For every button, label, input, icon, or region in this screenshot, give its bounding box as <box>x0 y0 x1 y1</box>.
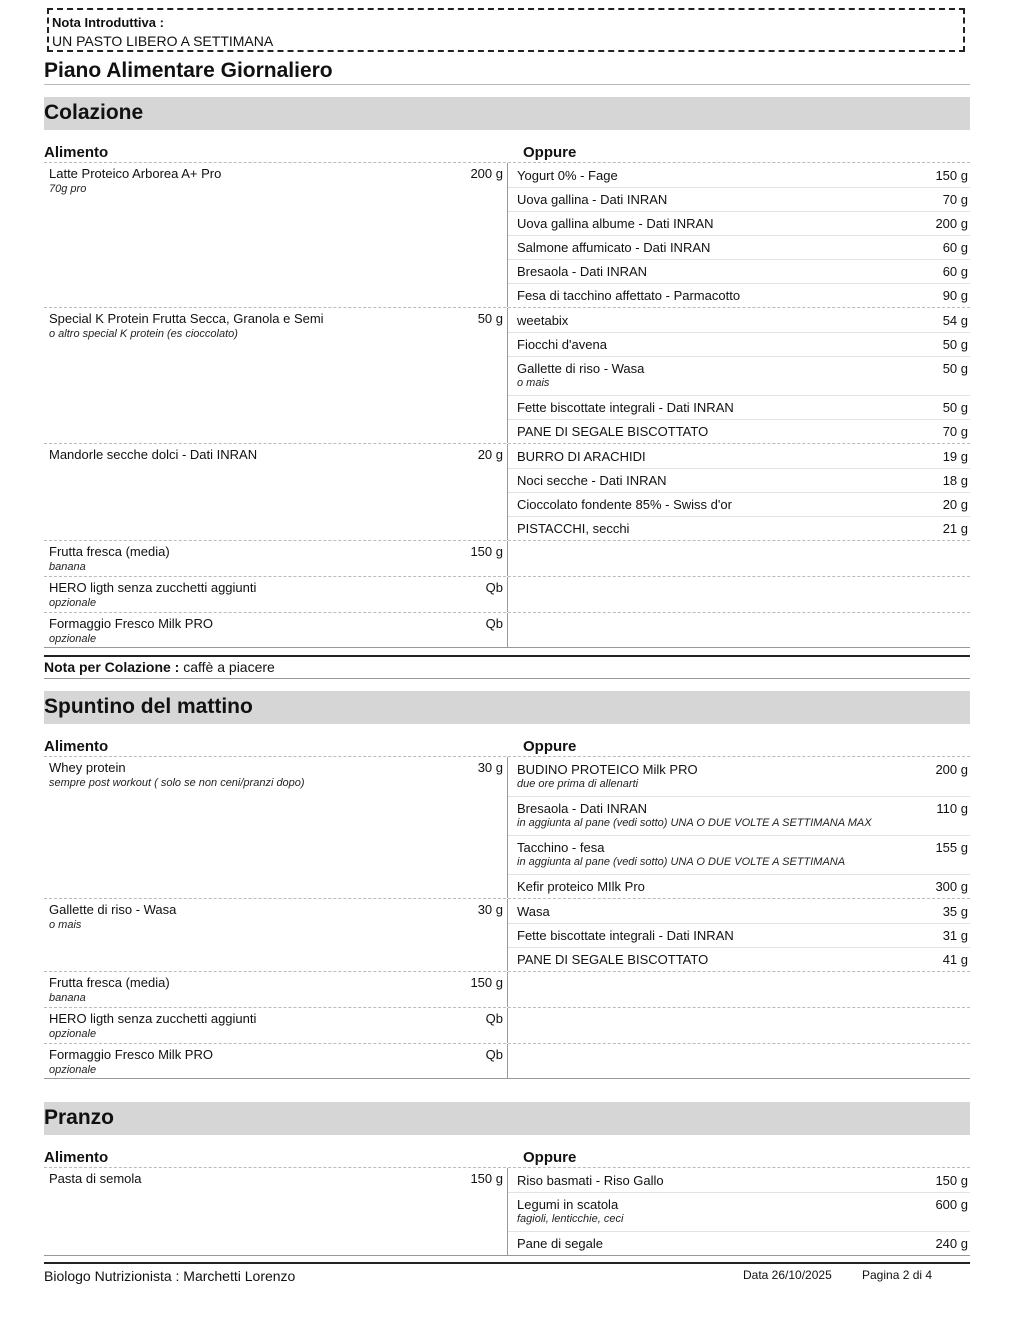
food-note: banana <box>49 992 86 1004</box>
food-note: opzionale <box>49 597 97 609</box>
section-title-spuntino: Spuntino del mattino <box>44 691 970 724</box>
alternative-quantity: 60 g <box>942 264 968 279</box>
alternative-name: Gallette di riso - Wasa <box>517 361 645 376</box>
food-quantity: 150 g <box>470 544 503 559</box>
alternative-info <box>517 904 550 919</box>
column-header-alternatives: Oppure <box>523 144 577 161</box>
alternative-name: Noci secche - Dati INRAN <box>517 473 667 488</box>
meal-table-spuntino <box>44 756 970 1079</box>
alternative-name: Uova gallina albume - Dati INRAN <box>517 216 714 231</box>
food-quantity: 30 g <box>477 760 503 775</box>
alternatives-cell <box>508 899 970 971</box>
alternative-item <box>508 875 970 898</box>
alternative-item <box>508 797 970 836</box>
food-row <box>44 307 970 443</box>
alternative-info <box>517 762 698 792</box>
alternative-item <box>508 309 970 333</box>
alternative-info <box>517 264 647 279</box>
food-main-cell <box>44 444 508 540</box>
alternative-quantity: 21 g <box>942 521 968 536</box>
intro-note-text: UN PASTO LIBERO A SETTIMANA <box>52 33 274 49</box>
food-name: Special K Protein Frutta Secca, Granola e Semi <box>49 311 324 326</box>
alternative-item <box>508 260 970 284</box>
food-row <box>44 576 970 612</box>
alternative-name: PISTACCHI, secchi <box>517 521 630 536</box>
alternative-note: due ore prima di allenarti <box>517 778 639 790</box>
alternative-quantity: 240 g <box>935 1236 968 1251</box>
alternative-item <box>508 396 970 420</box>
alternative-quantity: 200 g <box>935 762 968 777</box>
alternatives-cell <box>508 757 970 898</box>
food-note: banana <box>49 561 86 573</box>
column-header-food: Alimento <box>44 738 109 755</box>
alternatives-cell <box>508 163 970 307</box>
alternative-name: weetabix <box>517 313 569 328</box>
alternative-name: Bresaola - Dati INRAN <box>517 264 648 279</box>
food-name: Pasta di semola <box>49 1171 142 1186</box>
food-quantity: 200 g <box>470 166 503 181</box>
food-name: HERO ligth senza zucchetti aggiunti <box>49 580 257 595</box>
food-name: Latte Proteico Arborea A+ Pro <box>49 166 222 181</box>
alternative-quantity: 18 g <box>942 473 968 488</box>
food-row <box>44 1043 970 1079</box>
alternative-quantity: 155 g <box>935 840 968 855</box>
food-name: Formaggio Fresco Milk PRO <box>49 616 213 631</box>
food-main-cell <box>44 899 508 971</box>
alternative-name: Kefir proteico MIlk Pro <box>517 879 645 894</box>
alternative-info <box>517 192 667 207</box>
food-row <box>44 756 970 898</box>
food-main-cell <box>44 1168 508 1255</box>
alternative-item <box>508 284 970 307</box>
food-note: opzionale <box>49 1064 97 1076</box>
food-quantity: Qb <box>485 1047 503 1062</box>
food-main-cell <box>44 577 508 612</box>
alternative-quantity: 41 g <box>942 952 968 967</box>
alternative-item <box>508 357 970 396</box>
alternative-name: Uova gallina - Dati INRAN <box>517 192 668 207</box>
alternative-info <box>517 952 708 967</box>
food-main-cell <box>44 613 508 647</box>
meal-note-label: Nota per Colazione : <box>44 659 180 675</box>
alternative-item <box>508 333 970 357</box>
alternative-item <box>508 836 970 875</box>
alternative-info <box>517 168 618 183</box>
food-note: o mais <box>49 919 82 931</box>
alternative-name: Riso basmati - Riso Gallo <box>517 1173 664 1188</box>
alternative-quantity: 90 g <box>942 288 968 303</box>
alternative-info <box>517 337 607 352</box>
meal-table-pranzo <box>44 1167 970 1256</box>
food-row <box>44 898 970 971</box>
alternative-name: Salmone affumicato - Dati INRAN <box>517 240 711 255</box>
alternative-note: fagioli, lenticchie, ceci <box>517 1213 624 1225</box>
food-quantity: Qb <box>485 616 503 631</box>
column-header-alternatives: Oppure <box>523 738 577 755</box>
alternatives-cell <box>508 577 970 612</box>
alternative-name: Yogurt 0% - Fage <box>517 168 618 183</box>
food-note: opzionale <box>49 1028 97 1040</box>
alternative-item <box>508 188 970 212</box>
alternative-quantity: 19 g <box>942 449 968 464</box>
section-title-colazione: Colazione <box>44 97 970 130</box>
section-title-pranzo: Pranzo <box>44 1102 970 1135</box>
alternative-quantity: 35 g <box>942 904 968 919</box>
food-row <box>44 162 970 307</box>
food-info <box>49 1047 213 1077</box>
alternative-item <box>508 493 970 517</box>
alternative-item <box>508 924 970 948</box>
alternative-quantity: 54 g <box>942 313 968 328</box>
food-note: sempre post workout ( solo se non ceni/pranzi dopo) <box>49 777 305 789</box>
alternative-info <box>517 424 708 439</box>
food-row <box>44 443 970 540</box>
food-name: Frutta fresca (media) <box>49 544 170 559</box>
alternative-quantity: 60 g <box>942 240 968 255</box>
alternative-item <box>508 1169 970 1193</box>
alternative-quantity: 50 g <box>942 337 968 352</box>
alternatives-cell <box>508 1168 970 1255</box>
intro-note-label: Nota Introduttiva : <box>52 15 164 30</box>
alternative-name: Fette biscottate integrali - Dati INRAN <box>517 400 734 415</box>
food-note: opzionale <box>49 633 97 645</box>
alternative-name: Fesa di tacchino affettato - Parmacotto <box>517 288 741 303</box>
food-name: Frutta fresca (media) <box>49 975 170 990</box>
alternative-info <box>517 801 872 831</box>
alternative-quantity: 50 g <box>942 361 968 376</box>
food-row <box>44 971 970 1007</box>
alternatives-cell <box>508 1044 970 1078</box>
food-name: Whey protein <box>49 760 126 775</box>
alternative-info <box>517 840 845 870</box>
alternative-item <box>508 420 970 443</box>
alternative-quantity: 50 g <box>942 400 968 415</box>
meal-note-colazione <box>44 655 970 679</box>
food-main-cell <box>44 757 508 898</box>
food-row <box>44 1167 970 1256</box>
alternative-quantity: 70 g <box>942 192 968 207</box>
alternative-info <box>517 521 629 536</box>
food-name: Formaggio Fresco Milk PRO <box>49 1047 213 1062</box>
alternative-quantity: 200 g <box>935 216 968 231</box>
alternative-item <box>508 900 970 924</box>
alternative-info <box>517 497 732 512</box>
food-row <box>44 540 970 576</box>
alternative-info <box>517 1173 664 1188</box>
food-note: o altro special K protein (es cioccolato) <box>49 328 238 340</box>
alternatives-cell <box>508 972 970 1007</box>
food-quantity: 20 g <box>477 447 503 462</box>
food-main-cell <box>44 163 508 307</box>
alternative-name: Cioccolato fondente 85% - Swiss d'or <box>517 497 732 512</box>
alternative-item <box>508 212 970 236</box>
food-info <box>49 1011 256 1041</box>
alternative-info <box>517 1197 623 1227</box>
alternative-name: Pane di segale <box>517 1236 604 1251</box>
food-quantity: 50 g <box>477 311 503 326</box>
alternative-name: PANE DI SEGALE BISCOTTATO <box>517 424 709 439</box>
footer-divider <box>44 1262 970 1264</box>
food-info <box>49 544 170 574</box>
alternative-quantity: 300 g <box>935 879 968 894</box>
alternative-item <box>508 164 970 188</box>
footer-date: Data 26/10/2025 <box>743 1268 832 1282</box>
meal-table-colazione <box>44 162 970 648</box>
alternative-quantity: 150 g <box>935 1173 968 1188</box>
food-name: Mandorle secche dolci - Dati INRAN <box>49 447 258 462</box>
food-info <box>49 580 256 610</box>
alternative-item <box>508 1232 970 1255</box>
alternative-quantity: 110 g <box>936 801 968 816</box>
food-row <box>44 1007 970 1043</box>
food-quantity: 150 g <box>470 1171 503 1186</box>
alternative-info <box>517 216 714 231</box>
food-main-cell <box>44 1044 508 1078</box>
food-info <box>49 311 324 341</box>
food-quantity: 150 g <box>470 975 503 990</box>
food-info <box>49 760 305 790</box>
food-quantity: Qb <box>485 580 503 595</box>
alternative-note: o mais <box>517 377 550 389</box>
alternative-info <box>517 879 645 894</box>
alternative-info <box>517 288 740 303</box>
page-title: Piano Alimentare Giornaliero <box>44 58 970 85</box>
food-info <box>49 166 221 196</box>
alternative-name: BUDINO PROTEICO Milk PRO <box>517 762 698 777</box>
food-main-cell <box>44 541 508 576</box>
alternatives-cell <box>508 541 970 576</box>
food-row <box>44 612 970 648</box>
alternative-info <box>517 1236 603 1251</box>
alternative-info <box>517 313 568 328</box>
food-main-cell <box>44 972 508 1007</box>
alternatives-cell <box>508 1008 970 1043</box>
alternative-name: BURRO DI ARACHIDI <box>517 449 646 464</box>
food-quantity: 30 g <box>477 902 503 917</box>
alternative-info <box>517 240 710 255</box>
alternative-name: Legumi in scatola <box>517 1197 619 1212</box>
alternative-quantity: 150 g <box>935 168 968 183</box>
alternative-name: Bresaola - Dati INRAN <box>517 801 648 816</box>
food-main-cell <box>44 1008 508 1043</box>
alternative-info <box>517 400 734 415</box>
food-info <box>49 975 170 1005</box>
food-info <box>49 1171 142 1187</box>
alternative-quantity: 600 g <box>935 1197 968 1212</box>
alternative-note: in aggiunta al pane (vedi sotto) UNA O DUE VOLTE A SETTIMANA MAX <box>517 817 872 829</box>
footer-author: Biologo Nutrizionista : Marchetti Lorenzo <box>44 1268 296 1284</box>
alternative-name: Fiocchi d'avena <box>517 337 607 352</box>
intro-note-box <box>47 8 965 52</box>
column-header-food: Alimento <box>44 144 109 161</box>
meal-note-text: caffè a piacere <box>179 659 275 675</box>
food-main-cell <box>44 308 508 443</box>
column-header-food: Alimento <box>44 1149 109 1166</box>
alternative-item <box>508 445 970 469</box>
food-info <box>49 902 176 932</box>
alternative-info <box>517 928 734 943</box>
alternative-quantity: 70 g <box>942 424 968 439</box>
food-name: Gallette di riso - Wasa <box>49 902 177 917</box>
alternative-info <box>517 449 646 464</box>
alternative-item <box>508 236 970 260</box>
alternative-name: Wasa <box>517 904 550 919</box>
food-note: 70g pro <box>49 183 87 195</box>
alternative-info <box>517 473 667 488</box>
alternative-name: Fette biscottate integrali - Dati INRAN <box>517 928 734 943</box>
column-header-alternatives: Oppure <box>523 1149 577 1166</box>
alternative-item <box>508 1193 970 1232</box>
footer-page-number: Pagina 2 di 4 <box>862 1268 933 1282</box>
food-quantity: Qb <box>485 1011 503 1026</box>
alternative-name: PANE DI SEGALE BISCOTTATO <box>517 952 709 967</box>
alternative-item <box>508 469 970 493</box>
alternative-name: Tacchino - fesa <box>517 840 605 855</box>
alternatives-cell <box>508 444 970 540</box>
alternative-quantity: 31 g <box>942 928 968 943</box>
food-info <box>49 447 257 463</box>
alternative-info <box>517 361 644 391</box>
alternative-item <box>508 517 970 540</box>
alternative-item <box>508 948 970 971</box>
alternative-item <box>508 758 970 797</box>
alternative-quantity: 20 g <box>942 497 968 512</box>
food-info <box>49 616 213 646</box>
food-name: HERO ligth senza zucchetti aggiunti <box>49 1011 257 1026</box>
alternatives-cell <box>508 613 970 647</box>
alternative-note: in aggiunta al pane (vedi sotto) UNA O DUE VOLTE A SETTIMANA <box>517 856 846 868</box>
alternatives-cell <box>508 308 970 443</box>
